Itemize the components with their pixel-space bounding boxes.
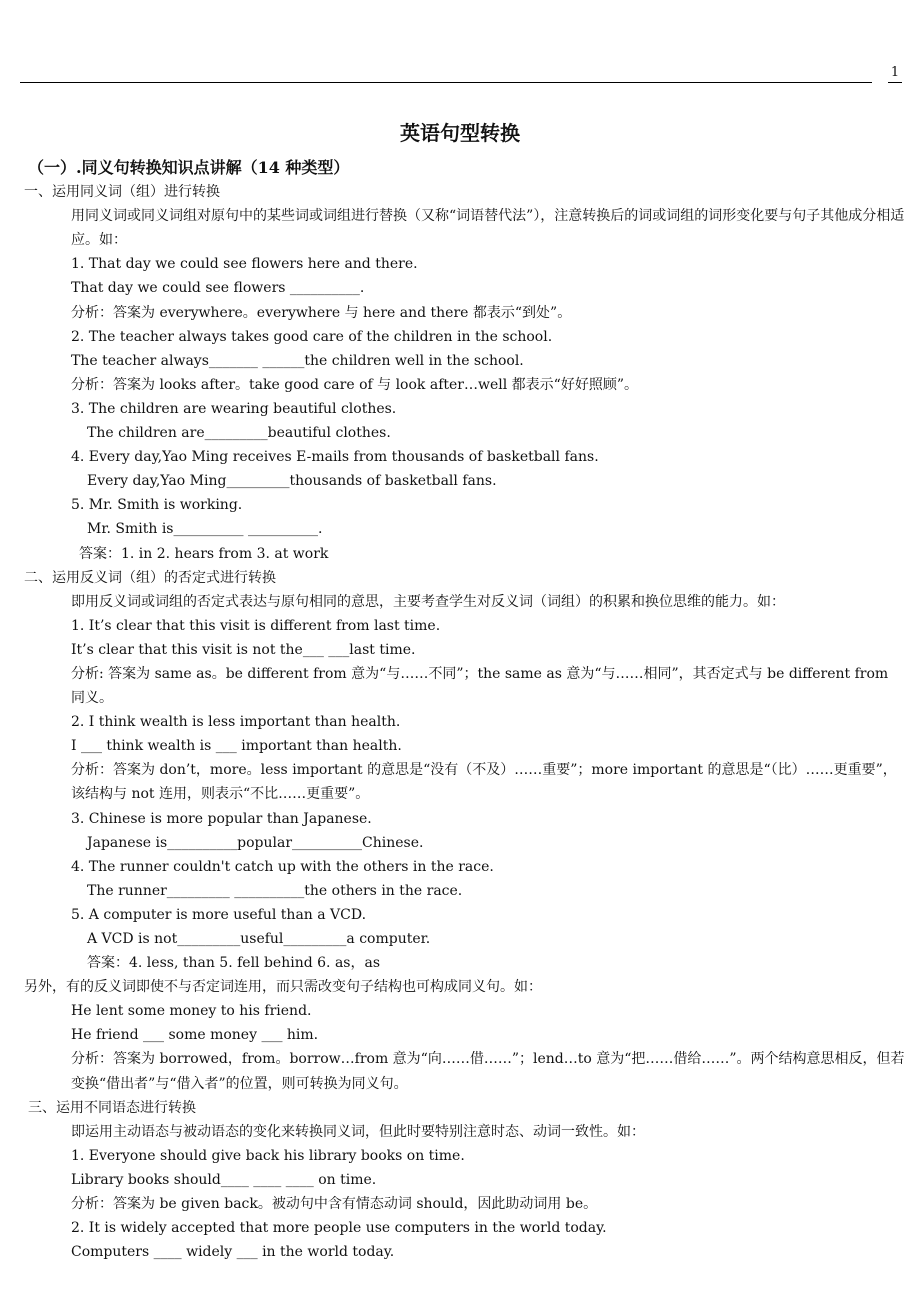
text-line: 另外，有的反义词即使不与否定词连用，而只需改变句子结构也可构成同义句。如： — [24, 979, 542, 996]
header-rule — [20, 82, 872, 83]
text-line: 分析：答案为 don’t，more。less important 的意思是“没有（不及）……重要”；more important 的意思是“（比）……更重要”，该结构与 not 连用，则表示“不比……更重要”。 — [71, 762, 897, 803]
text-line: 5. Mr. Smith is working. — [71, 497, 243, 514]
text-line: The runner_________ __________the others in the race. — [87, 882, 463, 899]
text-line: Japanese is__________popular__________Chinese. — [87, 834, 424, 851]
text-line: 分析：答案为 looks after。take good care of 与 look after…well 都表示“好好照顾”。 — [71, 376, 638, 393]
text-line: 答案：1. in 2. hears from 3. at work — [79, 545, 329, 562]
text-line: He friend ___ some money ___ him. — [71, 1027, 319, 1044]
text-line: 三、运用不同语态进行转换 — [28, 1099, 196, 1116]
text-line: 分析: 答案为 same as。be different from 意为“与……不同”；the same as 意为“与……相同”，其否定式与 be different from 同义。 — [71, 665, 889, 707]
text-line: 即用反义词或词组的否定式表达与原句相同的意思，主要考查学生对反义词（词组）的积累和换位思维的能力。如： — [71, 593, 785, 610]
page-number: 1 — [888, 64, 902, 83]
text-line: 分析：答案为 be given back。被动句中含有情态动词 should，因此助动词用 be。 — [71, 1196, 598, 1213]
text-line: Computers ____ widely ___ in the world today. — [71, 1244, 395, 1261]
text-line: 用同义词或同义词组对原句中的某些词或词组进行替换（又称“词语替代法”），注意转换后的词或词组的词形变化要与句子其他成分相适应。如： — [71, 208, 905, 249]
text-line: Library books should____ ____ ____ on time. — [71, 1171, 377, 1188]
text-line: 2. The teacher always takes good care of the children in the school. — [71, 328, 553, 345]
text-line: That day we could see flowers __________. — [71, 280, 365, 297]
document-title: 英语句型转换 — [400, 121, 520, 145]
text-line: 3. Chinese is more popular than Japanese. — [71, 810, 372, 827]
text-line: 5. A computer is more useful than a VCD. — [71, 906, 367, 923]
text-line: 2. It is widely accepted that more people use computers in the world today. — [71, 1220, 607, 1237]
text-line: 4. Every day,Yao Ming receives E-mails from thousands of basketball fans. — [71, 449, 599, 466]
text-line: Mr. Smith is__________ __________. — [87, 521, 323, 538]
text-line: 分析：答案为 borrowed，from。borrow…from 意为“向……借……”；lend…to 意为“把……借给……”。两个结构意思相反，但若变换“借出者”与“借入者”的位置，则可转换为同义句。 — [71, 1051, 905, 1092]
text-line: The children are_________beautiful clothes. — [87, 425, 391, 442]
text-line: 2. I think wealth is less important than health. — [71, 714, 401, 731]
text-line: He lent some money to his friend. — [71, 1003, 312, 1020]
text-line: 分析：答案为 everywhere。everywhere 与 here and there 都表示“到处”。 — [71, 304, 572, 321]
document-body — [24, 156, 906, 1264]
text-line: It’s clear that this visit is not the___ ___last time. — [71, 641, 416, 658]
text-line: A VCD is not_________useful_________a computer. — [87, 931, 431, 947]
text-line: I ___ think wealth is ___ important than health. — [71, 738, 402, 755]
text-line: 二、运用反义词（组）的否定式进行转换 — [24, 569, 276, 586]
text-line: 1. It’s clear that this visit is different from last time. — [71, 617, 441, 634]
text-line: 4. The runner couldn't catch up with the others in the race. — [71, 858, 494, 875]
text-line: 3. The children are wearing beautiful clothes. — [71, 400, 397, 417]
text-line: （一）.同义句转换知识点讲解（14 种类型） — [28, 158, 350, 177]
text-line: 1. Everyone should give back his library books on time. — [71, 1147, 465, 1164]
text-line: The teacher always_______ ______the children well in the school. — [71, 352, 524, 369]
text-line: 答案：4. less, than 5. fell behind 6. as，as — [87, 955, 381, 972]
text-line: Every day,Yao Ming_________thousands of basketball fans. — [87, 473, 497, 490]
text-line: 一、运用同义词（组）进行转换 — [24, 184, 220, 201]
text-line: 即运用主动语态与被动语态的变化来转换同义词，但此时要特别注意时态、动词一致性。如： — [71, 1123, 645, 1140]
text-line: 1. That day we could see flowers here and there. — [71, 256, 418, 273]
